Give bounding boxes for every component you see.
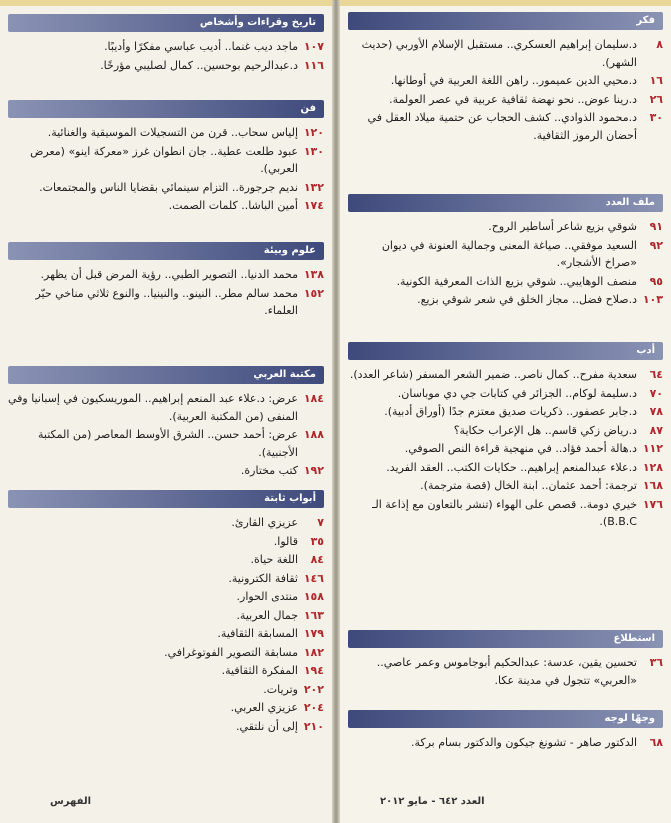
- entry-text: د.علاء عبدالمنعم إبراهيم.. حكايات الكتب.. العقد الفريد.: [386, 460, 637, 474]
- section-history: [8, 14, 324, 75]
- entry-text: د.محمود الذوادي.. كشف الحجاب عن حتمية ميلاد العقل في أحضان الرموز الثقافية.: [367, 111, 637, 142]
- section-title: استطلاع: [613, 633, 655, 644]
- entry-page: ٣٦: [649, 656, 663, 669]
- toc-entry[interactable]: [8, 514, 324, 532]
- page-footer: الفهرس: [50, 796, 92, 807]
- entry-page: ٦٨: [649, 736, 663, 749]
- entry-text: تحسين يقين، عدسة: عبدالحكيم أبوجاموس وعمر عاصي.. «العربي» تتجول في مدينة عكا.: [376, 656, 637, 687]
- toc-entry[interactable]: [348, 72, 663, 90]
- entry-text: منصف الوهايبي.. شوقي بزيع الذات المعرفية الكونية.: [396, 274, 637, 288]
- section-title: أدب: [636, 345, 655, 356]
- entry-text: د.صلاح فضل.. مجاز الخلق في شعر شوقي بزيع.: [417, 293, 637, 306]
- entry-text: د.هالة أحمد فؤاد.. في منهجية قراءة النص الصوفي.: [404, 442, 637, 455]
- section-header: [8, 242, 324, 260]
- section-art: [8, 100, 324, 216]
- toc-entry[interactable]: [348, 403, 663, 421]
- entry-page: ٧: [317, 516, 324, 529]
- toc-entry[interactable]: [8, 179, 324, 197]
- toc-entry[interactable]: [8, 57, 324, 75]
- entry-page: ٣٠: [649, 111, 663, 124]
- toc-entry[interactable]: [8, 607, 324, 625]
- entry-text: السعيد موفقي.. صياغة المعنى وجمالية العنونة في ديوان «صراخ الأشجار».: [381, 238, 637, 269]
- issue-footer: العدد ٦٤٢ - مايو ٢٠١٢: [380, 796, 485, 807]
- entry-text: ترجمة: أحمد عثمان.. ابنة الخال (قصة مترجمة).: [420, 479, 637, 492]
- section-title: ملف العدد: [605, 197, 655, 208]
- entry-page: ١٠٣: [642, 293, 663, 306]
- entry-text: وتريات.: [263, 682, 298, 696]
- section-header: [348, 12, 663, 30]
- section-science: [8, 242, 324, 321]
- toc-entry[interactable]: [348, 440, 663, 458]
- section-survey: [348, 630, 663, 690]
- section-header: [8, 14, 324, 32]
- entry-page: ١٦: [649, 74, 663, 87]
- book-gutter: [332, 0, 340, 823]
- entry-text: اللغة حياة.: [250, 553, 298, 566]
- toc-entry[interactable]: [8, 588, 324, 606]
- entry-text: إلى أن نلتقي.: [236, 719, 298, 733]
- entry-text: سعدية مفرح.. كمال ناصر.. ضمير الشعر المسفر (شاعر العدد).: [349, 368, 637, 381]
- toc-entry[interactable]: [8, 533, 324, 551]
- toc-entry[interactable]: [8, 718, 324, 736]
- entry-page: ٩١: [649, 220, 663, 233]
- toc-entry[interactable]: [8, 390, 324, 425]
- toc-entry[interactable]: [348, 422, 663, 440]
- entry-text: د.رينا عوض.. نحو نهضة ثقافية عربية في عصر العولمة.: [389, 92, 637, 106]
- entry-page: ١٨٢: [303, 645, 324, 659]
- section-thought: [348, 12, 663, 145]
- entry-page: ١٠٧: [303, 40, 324, 53]
- section-literature: [348, 342, 663, 532]
- right-page: [340, 0, 671, 823]
- entry-page: ١٨٤: [303, 392, 324, 405]
- entry-text: د.سليمان إبراهيم العسكري.. مستقبل الإسلام الأوربي (حديث الشهر).: [361, 38, 637, 69]
- entry-text: عزيزي القارئ.: [231, 516, 298, 529]
- entry-page: ١٥٨: [303, 590, 324, 603]
- toc-entry[interactable]: [348, 366, 663, 384]
- toc-entry[interactable]: [8, 266, 324, 284]
- section-fixed: [8, 490, 324, 736]
- entry-page: ١٨٨: [303, 428, 324, 441]
- entry-page: ٢٠٤: [303, 701, 324, 714]
- entry-text: د.جابر عصفور.. ذكريات صديق معتزم جدًا (أوراق أدبية).: [384, 405, 637, 418]
- entry-text: د.محيي الدين عميمور.. راهن اللغة العربية في أوطانها.: [390, 74, 637, 87]
- section-header: [8, 100, 324, 118]
- entry-text: ثقافة الكترونية.: [228, 571, 298, 585]
- entry-page: ١٩٤: [303, 664, 324, 677]
- section-title: تاريخ وقراءات وأشخاص: [199, 17, 316, 28]
- section-issue-file: [348, 194, 663, 310]
- toc-entry[interactable]: [8, 644, 324, 662]
- toc-entry[interactable]: [8, 285, 324, 320]
- section-title: فكر: [636, 15, 655, 26]
- entry-text: منتدى الحوار.: [236, 590, 298, 603]
- entry-page: ٢١٠: [303, 719, 324, 733]
- section-header: [8, 366, 324, 384]
- toc-entry[interactable]: [8, 426, 324, 461]
- entry-page: ٧٨: [649, 405, 663, 418]
- toc-entry[interactable]: [8, 681, 324, 699]
- toc-entry[interactable]: [8, 625, 324, 643]
- entry-page: ٨٤: [310, 553, 324, 566]
- entry-page: ١٤٦: [303, 571, 324, 585]
- entry-text: إلياس سحاب.. قرن من التسجيلات الموسيقية والغنائية.: [47, 126, 298, 139]
- entry-text: مسابقة التصوير الفوتوغرافي.: [164, 645, 298, 659]
- toc-entry[interactable]: [348, 477, 663, 495]
- entry-page: ١٧٦: [642, 497, 663, 511]
- top-edge: [0, 0, 332, 6]
- entry-page: ١٦٨: [642, 479, 663, 492]
- toc-entry[interactable]: [8, 699, 324, 717]
- entry-page: ١٢٠: [303, 126, 324, 139]
- entry-text: جمال العربية.: [236, 608, 298, 622]
- toc-entry[interactable]: [348, 218, 663, 236]
- entry-page: ١١٦: [303, 58, 324, 72]
- section-header: [348, 342, 663, 360]
- entry-text: عرض: د.علاء عبد المنعم إبراهيم.. الموريسكيون في إسبانيا وفي المنفى (من المكتبة العربية).: [8, 392, 298, 423]
- toc-entry[interactable]: [348, 734, 663, 752]
- entry-page: ٩٢: [649, 238, 663, 252]
- entry-text: محمد سالم مطر.. النينو.. والنينيا.. والنوع ثلاثي مناخي حيّر العلماء.: [35, 286, 298, 317]
- section-header: [348, 194, 663, 212]
- entry-page: ٨: [656, 38, 663, 51]
- top-edge: [340, 0, 671, 6]
- toc-entry[interactable]: [8, 124, 324, 142]
- entry-text: ماجد ديب غنما.. أديب عباسي مفكرًا وأديبًا.: [104, 40, 298, 53]
- section-header: [8, 490, 324, 508]
- entry-text: خيري دومة.. قصص على الهواء (تنشر بالتعاون مع إذاعة الـ B.B.C).: [372, 497, 637, 528]
- toc-entry[interactable]: [348, 459, 663, 477]
- toc-entry[interactable]: [8, 462, 324, 480]
- entry-page: ٢٦: [649, 92, 663, 106]
- entry-page: ١٧٤: [303, 199, 324, 212]
- entry-page: ١٩٢: [303, 464, 324, 477]
- entry-text: عرض: أحمد حسن.. الشرق الأوسط المعاصر (من المكتبة الأجنبية).: [38, 428, 298, 459]
- toc-entry[interactable]: [348, 36, 663, 71]
- entry-page: ٦٤: [649, 368, 663, 381]
- toc-entry[interactable]: [348, 109, 663, 144]
- toc-entry[interactable]: [348, 237, 663, 272]
- entry-text: الدكتور صاهر - تشونغ جيكون والدكتور بسام بركة.: [410, 736, 637, 749]
- entry-text: قالوا.: [273, 534, 298, 548]
- entry-text: المسابقة الثقافية.: [217, 627, 298, 640]
- toc-entry[interactable]: [8, 570, 324, 588]
- section-library: [8, 366, 324, 481]
- section-title: علوم وبيئة: [263, 245, 316, 256]
- entry-page: ١٦٣: [303, 608, 324, 622]
- toc-entry[interactable]: [348, 654, 663, 689]
- entry-text: نديم جرجورة.. التزام سينمائي بقضايا الناس والمجتمعات.: [39, 180, 298, 194]
- section-title: أبواب ثابتة: [264, 493, 316, 504]
- left-page: [0, 0, 332, 823]
- toc-entry[interactable]: [8, 143, 324, 178]
- entry-page: ١٣٠: [303, 144, 324, 158]
- entry-text: د.سليمة لوكام.. الجزائر في كتابات جي دي موباسان.: [397, 386, 637, 400]
- entry-text: عبود طلعت عطية.. جان انطوان غرز «معركة اينو» (معرض العربي).: [30, 144, 298, 175]
- toc-entry[interactable]: [8, 662, 324, 680]
- toc-entry[interactable]: [348, 291, 663, 309]
- entry-page: ٧٠: [649, 386, 663, 400]
- toc-entry[interactable]: [8, 551, 324, 569]
- section-title: فن: [300, 103, 316, 114]
- section-title: مكتبة العربي: [253, 369, 316, 380]
- section-title: وجهًا لوجه: [604, 713, 655, 724]
- entry-page: ١١٢: [642, 442, 663, 455]
- entry-page: ١٣٨: [303, 268, 324, 281]
- section-face-to-face: [348, 710, 663, 753]
- toc-entry[interactable]: [348, 496, 663, 531]
- toc-entry[interactable]: [348, 91, 663, 109]
- entry-page: ١٥٢: [303, 286, 324, 300]
- entry-text: د.عبدالرحيم بوحسين.. كمال لصليبي مؤرخًا.: [100, 58, 298, 72]
- entry-page: ٨٧: [649, 423, 663, 437]
- entry-text: كتب مختارة.: [240, 464, 298, 477]
- entry-text: محمد الدنيا.. التصوير الطبي.. رؤية المرض قبل أن يظهر.: [40, 268, 298, 281]
- toc-entry[interactable]: [8, 197, 324, 215]
- entry-text: شوقي بزيع شاعر أساطير الروح.: [488, 220, 637, 233]
- entry-page: ١٣٢: [303, 180, 324, 194]
- section-header: [348, 710, 663, 728]
- entry-page: ٣٥: [310, 534, 324, 548]
- toc-entry[interactable]: [348, 385, 663, 403]
- entry-text: عزيزي العربي.: [230, 701, 298, 714]
- entry-page: ١٧٩: [303, 627, 324, 640]
- toc-entry[interactable]: [8, 38, 324, 56]
- entry-page: ٢٠٢: [303, 682, 324, 696]
- entry-page: ١٢٨: [642, 460, 663, 474]
- section-header: [348, 630, 663, 648]
- entry-text: أمين الباشا.. كلمات الصمت.: [168, 199, 298, 212]
- entry-text: المفكرة الثقافية.: [221, 664, 298, 677]
- entry-page: ٩٥: [649, 274, 663, 288]
- toc-entry[interactable]: [348, 273, 663, 291]
- entry-text: د.رياض زكي قاسم.. هل الإعراب حكاية؟: [453, 423, 637, 437]
